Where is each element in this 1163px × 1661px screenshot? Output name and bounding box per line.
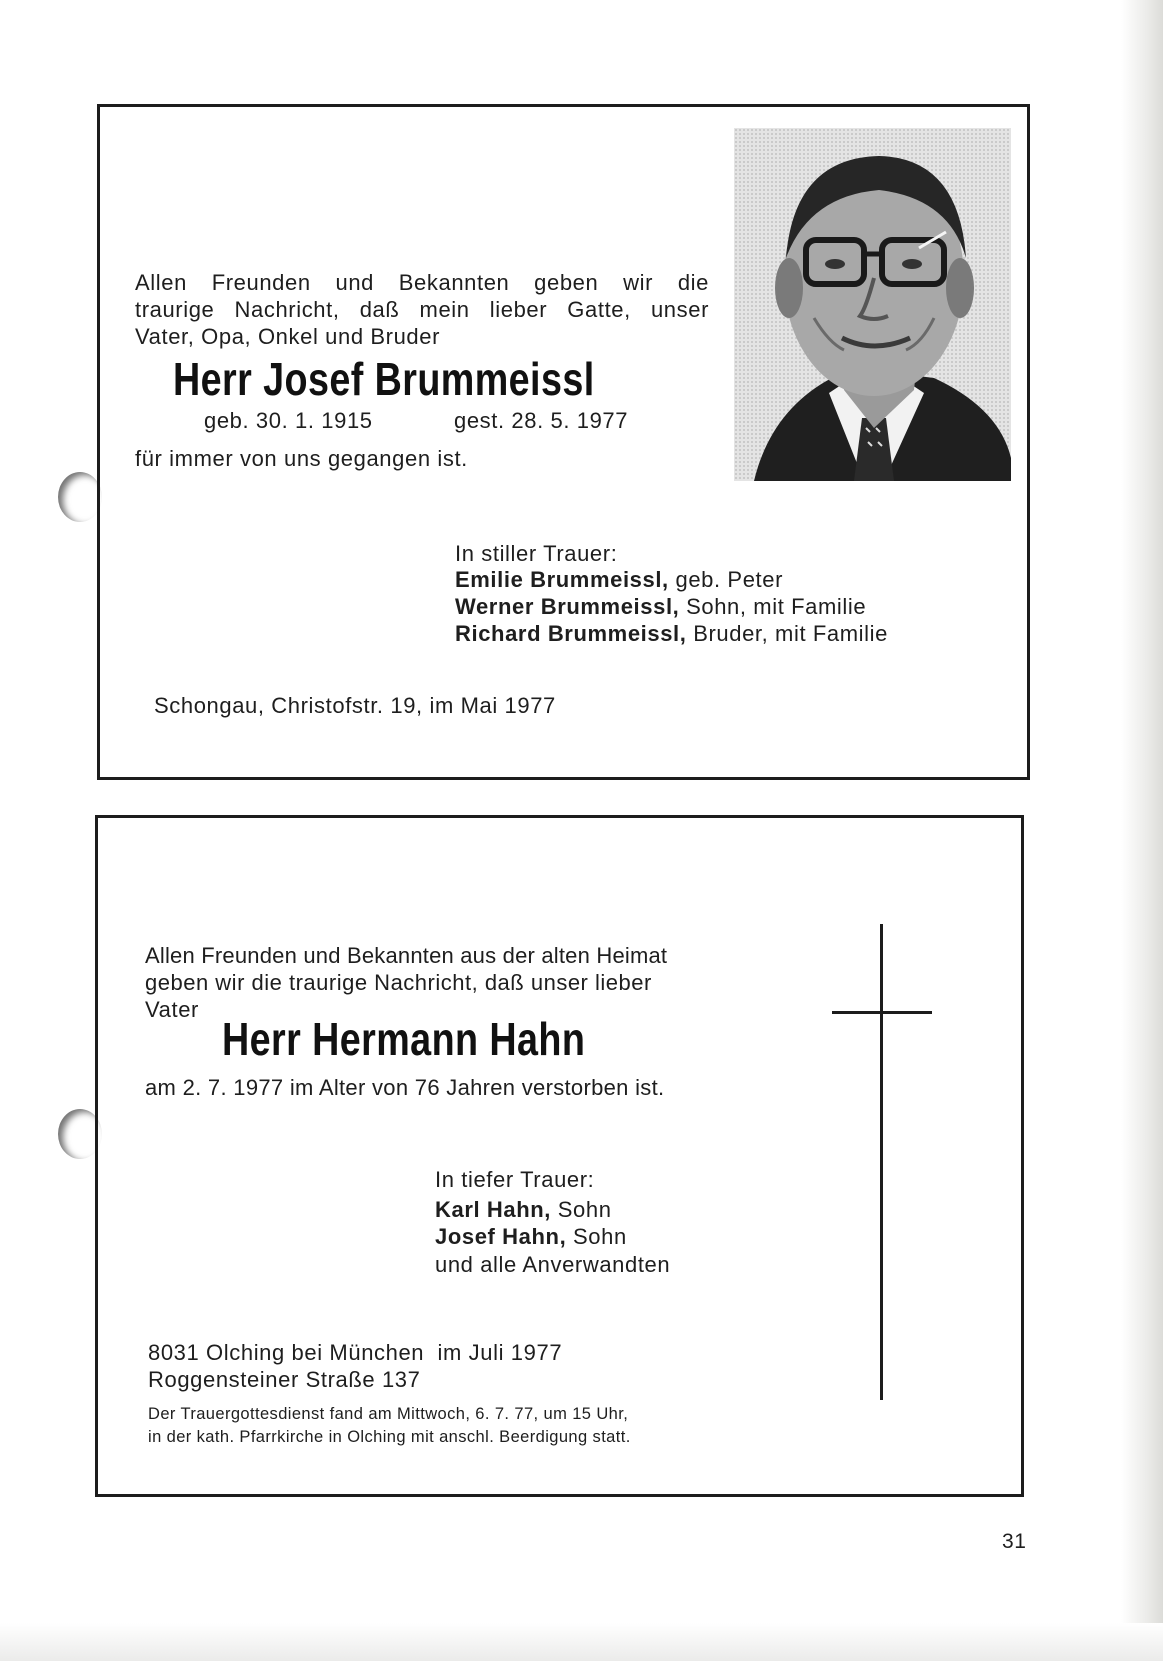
mourner-relation: Sohn [573,1224,627,1249]
portrait-image [734,128,1011,481]
service-note-line-2: in der kath. Pfarrkirche in Olching mit anschl. Beerdigung statt. [148,1428,631,1446]
service-note-line-1: Der Trauergottesdienst fand am Mittwoch, 6. 7. 77, um 15 Uhr, [148,1405,629,1423]
intro-line-3: Vater [145,997,199,1022]
outro-text: am 2. 7. 1977 im Alter von 76 Jahren verstorben ist. [145,1075,665,1100]
birth-date: geb. 30. 1. 1915 [204,408,373,433]
page-bottom-edge [0,1623,1163,1661]
address-line-2: Roggensteiner Straße 137 [148,1367,421,1392]
mourner-relation: Bruder, mit Familie [693,621,888,646]
mourner-row [435,1224,627,1250]
mourner-relation: geb. Peter [675,567,784,592]
intro-line-2: traurige Nachricht, daß mein lieber Gatte, unser [135,297,709,322]
address-line-1: 8031 Olching bei München im Juli 1977 [148,1340,563,1365]
mourner-row [455,621,888,647]
mourning-heading: In stiller Trauer: [455,541,618,566]
mourner-name: Karl Hahn, [435,1197,552,1222]
obituary-box-hahn [95,815,1024,1497]
cross-horizontal-bar [832,1011,932,1014]
mourning-heading: In tiefer Trauer: [435,1167,595,1192]
cross-vertical-bar [880,924,883,1400]
intro-line-1: Allen Freunden und Bekannten geben wir die [135,270,709,295]
page-number: 31 [1002,1530,1027,1553]
mourner-name: Werner Brummeissl, [455,594,680,619]
mourners-extra: und alle Anverwandten [435,1252,671,1277]
punch-hole-top [58,472,102,522]
place-date: Schongau, Christofstr. 19, im Mai 1977 [154,693,556,718]
page-edge-shadow [1121,0,1163,1661]
death-date: gest. 28. 5. 1977 [454,408,629,433]
mourner-row [455,567,783,593]
mourner-row [435,1197,612,1223]
intro-line-1: Allen Freunden und Bekannten aus der alten Heimat [145,943,668,968]
mourner-row [455,594,866,620]
mourner-name: Josef Hahn, [435,1224,567,1249]
deceased-name: Herr Hermann Hahn [222,1013,586,1065]
mourner-relation: Sohn, mit Familie [686,594,867,619]
mourner-relation: Sohn [557,1197,612,1222]
outro-text: für immer von uns gegangen ist. [135,446,468,471]
intro-line-2: geben wir die traurige Nachricht, daß unser lieber [145,970,652,995]
portrait-photo [734,128,1011,481]
intro-line-3: Vater, Opa, Onkel und Bruder [135,324,441,349]
mourner-name: Emilie Brummeissl, [455,567,669,592]
deceased-name: Herr Josef Brummeissl [173,353,595,405]
mourner-name: Richard Brummeissl, [455,621,687,646]
